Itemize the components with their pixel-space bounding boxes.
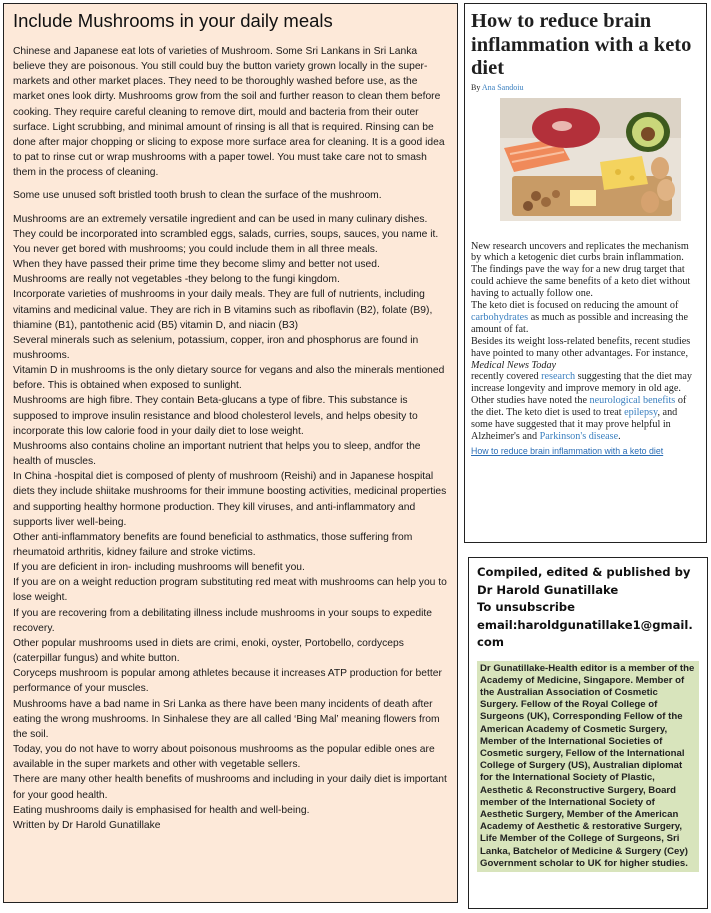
keto-food-photo (500, 98, 681, 221)
paragraph: Mushrooms are really not vegetables -they belong to the fungi kingdom. (13, 274, 340, 286)
source-article-link[interactable]: How to reduce brain inflammation with a keto diet (471, 445, 664, 456)
mushroom-article (3, 3, 458, 903)
paragraph: If you are recovering from a debilitating illness include mushrooms in your soups to expedite recovery. (13, 607, 432, 634)
text: recently covered (471, 371, 542, 383)
carbohydrates-link[interactable]: carbohydrates (471, 311, 529, 323)
paragraph: If you are on a weight reduction program substituting red meat with mushrooms can help you to lose weight. (13, 577, 447, 604)
parkinsons-link[interactable]: Parkinson's disease (539, 431, 619, 442)
keto-article (464, 3, 707, 543)
text: Besides its weight loss-related benefits, recent studies have pointed to many other advantages. For instance, (471, 335, 691, 359)
text: of the diet. The keto diet is used to treat (471, 395, 687, 419)
paragraph: Chinese and Japanese eat lots of varieties of Mushroom. Some Sri Lankans in Sri Lanka believe they are poisonous. You still could buy the button variety grown locally in the super-markets and other market places. They need to be thoroughly washed before use, as the market ones look dirty. Mushrooms grow from the soil and further reason to clean them before cooking. They require careful cleaning to remove dirt, mould and bacteria from their outer surface. Light scrubbing, and minimal amount of rinsing is all that is required. Rinsing can be done after major chopping or slicing to expose more surface area for cleaning. It is a good idea to pat to rinse cut or wrap mushrooms with a paper towel. You must take care not to smash them in the process of cleaning. (13, 46, 445, 179)
keto-article-body (471, 241, 700, 457)
publisher-name: Dr Harold Gunatillake (477, 582, 619, 597)
publisher-info (477, 564, 699, 652)
epilepsy-link[interactable]: epilepsy (624, 407, 658, 419)
paragraph (471, 395, 700, 443)
paragraph: When they have passed their prime time they become slimy and better not used. (13, 259, 380, 271)
paragraph: Today, you do not have to worry about poisonous mushrooms as the popular edible ones are available in the super markets and other with vegetable sellers. (13, 744, 435, 771)
text: , and some have suggested that it may prove helpful in Alzheimer's and (471, 407, 678, 442)
paragraph: Other popular mushrooms used in diets are crimi, enoki, oyster, Portobello, cordyceps (caterpillar fungus) and white button. (13, 637, 404, 665)
text: suggesting that the diet may increase longevity and improve memory in old age. (471, 371, 692, 395)
paragraph: Vitamin D in mushrooms is the only dietary source for vegans and also the minerals mentioned before. This is obtained when exposed to sunlight. (13, 365, 445, 392)
paragraph (471, 300, 700, 336)
neurological-benefits-link[interactable]: neurological benefits (589, 395, 676, 407)
paragraph: In China -hospital diet is composed of plenty of mushroom (Reishi) and in Japanese hospital diets they include shiitake mushrooms for their immune boosting activities, medicinal properties and supporting healthy hormone production. They kill viruses, and anti-inflammatory and supports liver well-being. (13, 471, 447, 528)
paragraph: Mushrooms also contains choline an important nutrient that helps you to sleep, andfor the health of muscles. (13, 440, 421, 468)
publisher-panel (468, 557, 708, 909)
unsubscribe-label: To unsubscribe (477, 600, 575, 614)
text: as much as possible and increasing the amount of fat. (471, 311, 688, 335)
research-link[interactable]: research (541, 371, 576, 383)
unsubscribe-email-end[interactable]: com (477, 635, 504, 649)
byline-prefix: By (471, 82, 481, 92)
keto-article-title: How to reduce brain inflammation with a keto diet (471, 10, 692, 79)
byline (471, 83, 700, 92)
paragraph: Mushrooms are an extremely versatile ingredient and can be used in many culinary dishes. They could be incorporated into scrambled eggs, salads, curries, soups, sauces, you name it. You never get bored with mushrooms; you could include them in all three meals. (13, 213, 439, 255)
text: Other studies have noted the (471, 395, 590, 407)
paragraph: If you are deficient in iron- including mushrooms will benefit you. (13, 562, 305, 574)
paragraph (471, 371, 700, 395)
text: The keto diet is focused on reducing the amount of (471, 300, 679, 312)
paragraph: There are many other health benefits of mushrooms and including in your daily diet is important for your good health. (13, 774, 447, 801)
editor-bio: Dr Gunatillake-Health editor is a member of the Academy of Medicine, Singapore. Member of the Australian Association of Cosmetic Surgery. Fellow of the Royal College of Surgeons (UK), Corresponding Fellow of the American Academy of Cosmetic Surgery, Member of the International Societies of Cosmetic surgery, Fellow of the International College of Surgery (US), Australian diplomat for the International Society of Plastic, Aesthetic & Reconstructive Surgery, Board member of the International Society of Aesthetic Surgery, Member of the American Academy of Aesthetic & restorative Surgery, Life Member of the College of Surgeons, Sri Lanka, Batchelor of Medicine & Surgery (Cey) Government scholar to UK for higher studies. (477, 661, 699, 872)
paragraph: Coryceps mushroom is popular among athletes because it increases ATP production for better performance of your muscles. (13, 668, 442, 695)
paragraph: Mushrooms have a bad name in Sri Lanka as there have been many incidents of death after eating the wrong mushrooms. In Sinhalese they are all called ‘Bing Mal’ meaning flowers from the soil. (13, 698, 440, 740)
paragraph: New research uncovers and replicates the mechanism by which a ketogenic diet curbs brain inflammation. The findings pave the way for a new drug target that could achieve the same benefits of a keto diet without having to actually follow one. (471, 240, 691, 300)
author-credit: Written by Dr Harold Gunatillake (13, 819, 161, 831)
paragraph: Mushrooms are high fibre. They contain Beta-glucans a type of fibre. This substance is supposed to improve insulin resistance and blood cholesterol levels, and helps obesity to incorporate this low calorie food in your daily diet to lose weight. (13, 395, 418, 437)
author-link[interactable]: Ana Sandoiu (481, 82, 524, 92)
paragraph (471, 336, 700, 372)
paragraph: Incorporate varieties of mushrooms in your daily meals. They are full of nutrients, including vitamins and medicinal value. They are rich in B vitamins such as riboflavin (B2), folate (B9), thiamine (B1), pantothenic acid (B5) vitamin D, and niacin (B3) (13, 289, 433, 331)
compiled-line: Compiled, edited & published by (477, 565, 691, 579)
paragraph: Eating mushrooms daily is emphasised for health and well-being. (13, 804, 310, 816)
paragraph: Other anti-inflammatory benefits are found beneficial to asthmatics, those suffering from rheumatoid arthritis, kidney failure and stroke victims. (13, 531, 413, 558)
publication-name: Medical News Today (471, 359, 557, 371)
paragraph: Several minerals such as selenium, potassium, copper, iron and phosphorus are found in mushrooms. (13, 334, 419, 361)
text: . (618, 431, 621, 442)
mushroom-article-title: Include Mushrooms in your daily meals (13, 10, 333, 31)
unsubscribe-email[interactable]: email:haroldgunatillake1@gmail. (477, 617, 693, 632)
paragraph: Some use unused soft bristled tooth brush to clean the surface of the mushroom. (13, 190, 382, 202)
